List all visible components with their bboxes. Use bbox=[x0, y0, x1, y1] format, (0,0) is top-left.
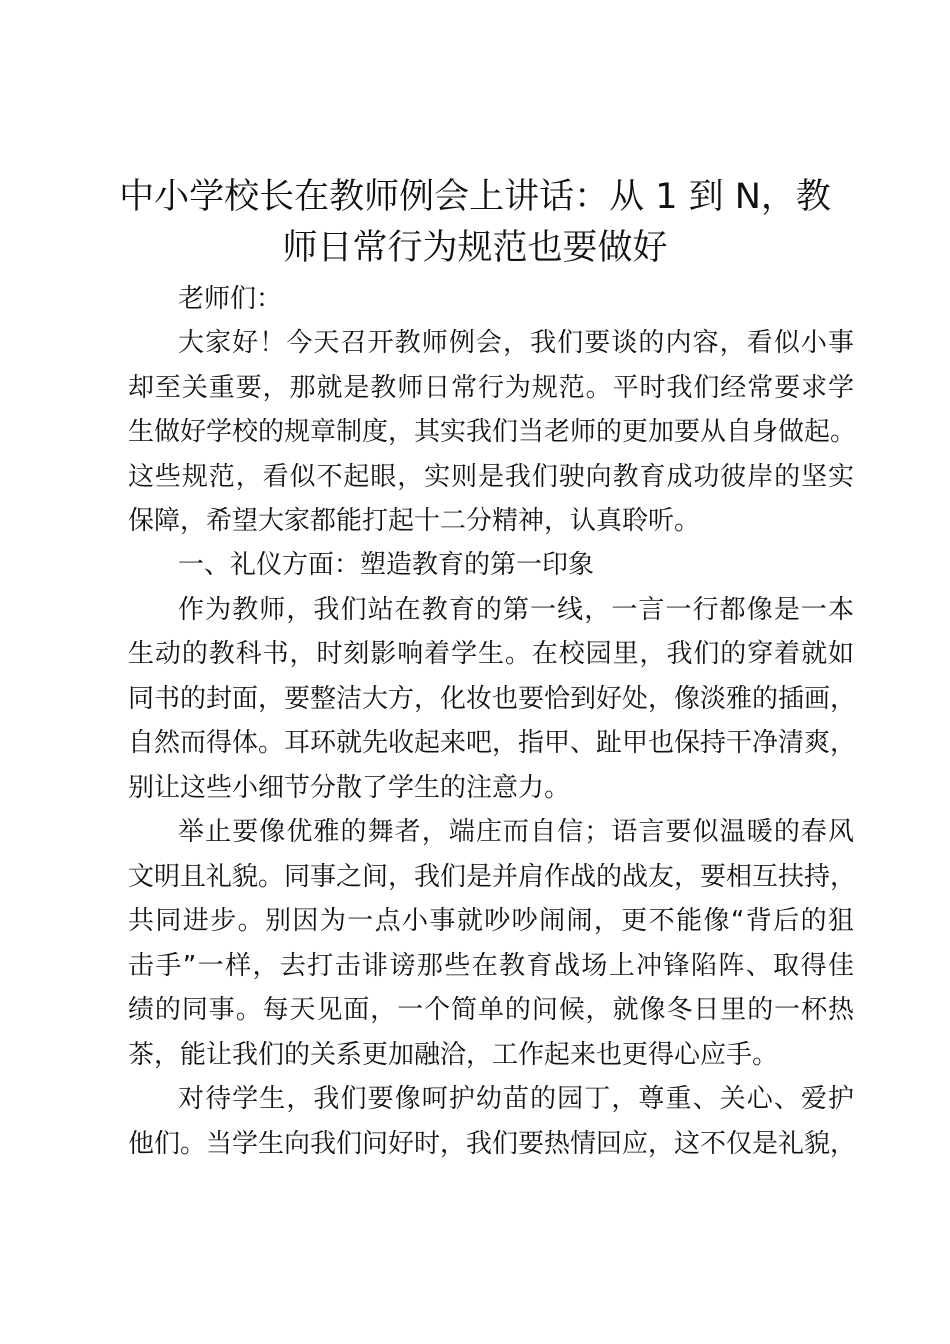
paragraph-line: 击手”一样，去打击诽谤那些在教育战场上冲锋陷阵、取得佳 bbox=[128, 951, 854, 981]
document-title bbox=[100, 172, 850, 274]
paragraph-line: 举止要像优雅的舞者，端庄而自信；语言要似温暖的春风 bbox=[178, 817, 854, 847]
paragraph-line: 文明且礼貌。同事之间，我们是并肩作战的战友，要相互扶持， bbox=[128, 862, 857, 892]
section-heading: 一、礼仪方面：塑造教育的第一印象 bbox=[178, 550, 595, 580]
paragraph-line: 保障，希望大家都能打起十二分精神，认真聆听。 bbox=[128, 506, 701, 536]
paragraph-line: 生动的教科书，时刻影响着学生。在校园里，我们的穿着就如 bbox=[128, 639, 854, 669]
paragraph-line: 共同进步。别因为一点小事就吵吵闹闹，更不能像“背后的狙 bbox=[128, 906, 854, 936]
title-line: 师日常行为规范也要做好 bbox=[282, 228, 668, 268]
paragraph-line: 绩的同事。每天见面，一个简单的问候，就像冬日里的一杯热 bbox=[128, 995, 854, 1025]
paragraph-line: 同书的封面，要整洁大方，化妆也要恰到好处，像淡雅的插画， bbox=[128, 684, 857, 714]
salutation: 老师们： bbox=[178, 284, 283, 314]
paragraph-line: 作为教师，我们站在教育的第一线，一言一行都像是一本 bbox=[178, 595, 854, 625]
paragraph-line: 他们。当学生向我们问好时，我们要热情回应，这不仅是礼貌， bbox=[128, 1129, 857, 1159]
title-line: 中小学校长在教师例会上讲话：从 1 到 N，教 bbox=[119, 177, 831, 217]
paragraph-line: 别让这些小细节分散了学生的注意力。 bbox=[128, 773, 571, 803]
paragraph-line: 对待学生，我们要像呵护幼苗的园丁，尊重、关心、爱护 bbox=[178, 1084, 854, 1114]
paragraph-line: 茶，能让我们的关系更加融洽，工作起来也更得心应手。 bbox=[128, 1040, 779, 1070]
paragraph-line: 却至关重要，那就是教师日常行为规范。平时我们经常要求学 bbox=[128, 373, 854, 403]
paragraph-line: 这些规范，看似不起眼，实则是我们驶向教育成功彼岸的坚实 bbox=[128, 462, 854, 492]
paragraph-line: 大家好！今天召开教师例会，我们要谈的内容，看似小事 bbox=[178, 328, 854, 358]
paragraph-line: 自然而得体。耳环就先收起来吧，指甲、趾甲也保持干净清爽， bbox=[128, 728, 857, 758]
paragraph-line: 生做好学校的规章制度，其实我们当老师的更加要从自身做起。 bbox=[128, 417, 857, 447]
